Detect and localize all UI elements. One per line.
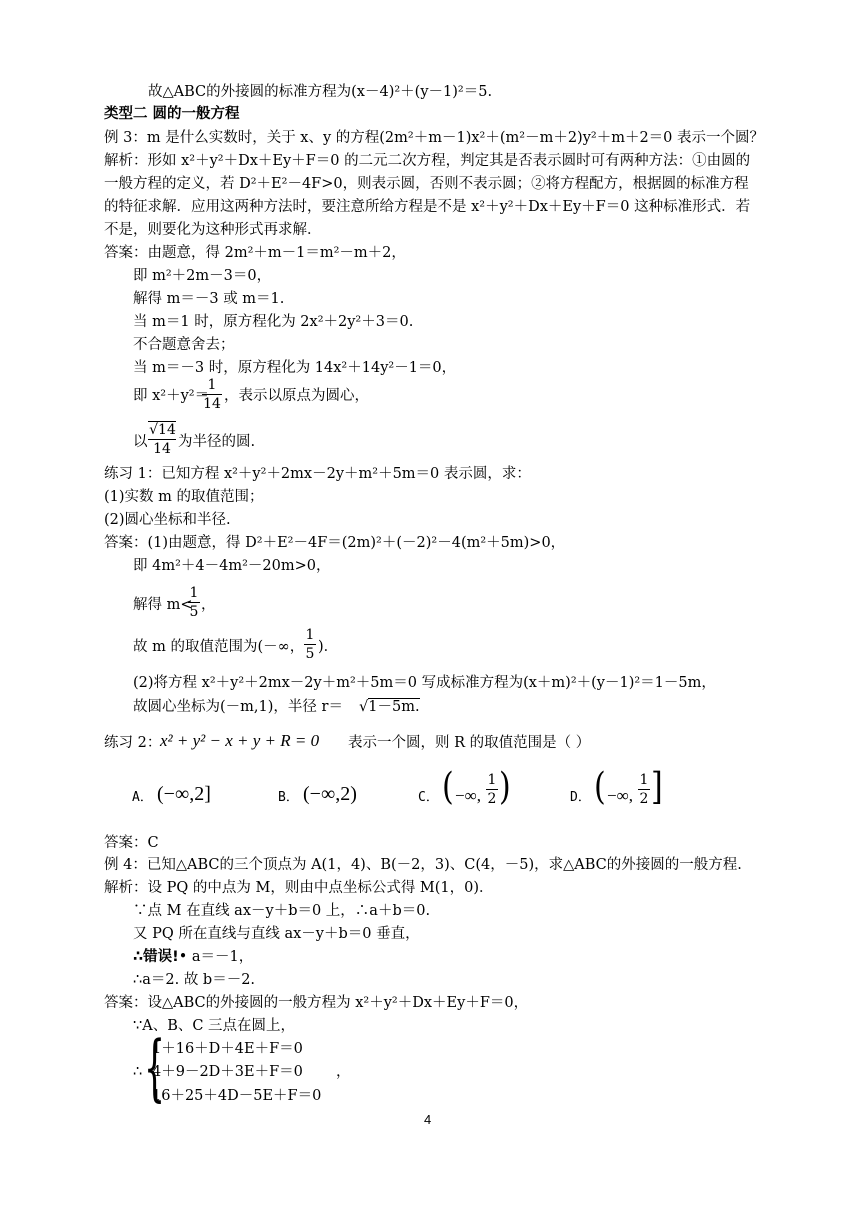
option-b-value: (−∞,2) bbox=[303, 783, 357, 805]
left-brace-icon: { bbox=[144, 1026, 166, 1110]
fraction-bar bbox=[486, 789, 498, 790]
therefore-icon: ∴ bbox=[133, 1064, 143, 1080]
practice-2-label: 练习 2： bbox=[104, 735, 162, 751]
fraction-1-2 bbox=[486, 772, 498, 807]
fraction-bar bbox=[188, 602, 200, 603]
answer-line: 即 m²＋2m－3＝0， bbox=[133, 268, 272, 284]
example-4: 例 4：已知△ABC的三个顶点为 A(1，4)、B(－2，3)、C(4，－5)，求△ABC的外接圆的一般方程. bbox=[104, 857, 742, 873]
analysis-line bbox=[133, 947, 253, 967]
system-equation: 1＋16＋D＋4E＋F＝0 bbox=[152, 1041, 303, 1057]
practice-1-part: (2)圆心坐标和半径. bbox=[104, 512, 231, 528]
fraction-numerator: 1 bbox=[207, 377, 217, 393]
answer-line: 答案：设△ABC的外接圆的一般方程为 x²＋y²＋Dx＋Ey＋F＝0， bbox=[104, 995, 529, 1011]
solution-line: ， bbox=[201, 597, 216, 613]
analysis-line: 一般方程的定义，若 D²＋E²－4F>0，则表示圆，否则不表示圆；②将方程配方，根据圆的标准方程 bbox=[104, 176, 749, 192]
solution-line: 解得 m< bbox=[133, 597, 193, 613]
practice-2-equation: x² + y² − x + y + R = 0 bbox=[160, 731, 320, 750]
analysis-line: 解析：设 PQ 的中点为 M，则由中点坐标公式得 M(1，0)． bbox=[104, 880, 494, 896]
fraction-1-2 bbox=[638, 772, 650, 807]
right-bracket-icon: ] bbox=[651, 765, 663, 809]
answer-line: 答案：由题意，得 2m²＋m－1＝m²－m＋2， bbox=[104, 245, 406, 261]
analysis-line: ∴a＝2. 故 b＝－2. bbox=[133, 972, 256, 988]
fraction-denominator: 5 bbox=[305, 646, 315, 662]
analysis-line: ∵点 M 在直线 ax－y＋b＝0 上，∴a＋b＝0. bbox=[133, 903, 431, 919]
sqrt-radicand: 1－5m. bbox=[368, 699, 420, 715]
answer-line: 不合题意舍去； bbox=[133, 337, 235, 353]
answer-line: 即 x²＋y²＝ bbox=[133, 388, 210, 404]
right-paren-icon: ) bbox=[499, 765, 511, 809]
analysis-line: 不是，则要化为这种形式再求解． bbox=[104, 222, 322, 238]
option-c-value: −∞, bbox=[455, 786, 481, 805]
solution-line: (2)将方程 x²＋y²＋2mx－2y＋m²＋5m＝0 写成标准方程为(x＋m)²＋(y－1)²＝1－5m， bbox=[133, 675, 716, 691]
answer-c: 答案：C bbox=[104, 835, 159, 851]
fraction-numerator: √14 bbox=[149, 422, 176, 438]
comma: ， bbox=[336, 1064, 351, 1080]
solution-line: 答案：(1)由题意，得 D²＋E²－4F＝(2m)²＋(－2)²－4(m²＋5m)>0， bbox=[104, 535, 566, 551]
option-d-value: −∞, bbox=[607, 786, 633, 805]
section-heading: 类型二 圆的一般方程 bbox=[104, 106, 240, 122]
fraction-denominator: 14 bbox=[153, 441, 171, 457]
fraction-denominator: 5 bbox=[189, 604, 199, 620]
fraction-1-5 bbox=[188, 585, 200, 620]
fraction-1-14 bbox=[202, 377, 222, 412]
option-b-label: B． bbox=[278, 790, 299, 805]
left-paren-icon: ( bbox=[594, 765, 606, 809]
system-equation: 4＋9－2D＋3E＋F＝0 bbox=[152, 1064, 303, 1080]
practice-1-part: (1)实数 m 的取值范围； bbox=[104, 489, 264, 505]
fraction-numerator: 1 bbox=[189, 585, 199, 601]
left-paren-icon: ( bbox=[442, 765, 454, 809]
fraction-1-5 bbox=[304, 627, 316, 662]
sqrt-radicand: 14 bbox=[158, 422, 176, 438]
answer-line: 以 bbox=[133, 434, 148, 450]
option-a-value: (−∞,2] bbox=[157, 783, 211, 805]
sqrt-expression bbox=[359, 697, 420, 717]
option-c-label: C． bbox=[418, 790, 439, 805]
sqrt-icon: √ bbox=[359, 699, 369, 715]
fraction-denominator: 2 bbox=[639, 791, 649, 807]
error-text: ∴错误! bbox=[133, 949, 179, 965]
practice-2-text: 表示一个圆，则 R 的取值范围是（ ） bbox=[348, 735, 591, 751]
fraction-sqrt14-14 bbox=[148, 421, 176, 457]
analysis-line: 解析：形如 x²＋y²＋Dx＋Ey＋F＝0 的二元二次方程，判定其是否表示圆时可有两种方法：①由圆的 bbox=[104, 153, 751, 169]
fraction-bar bbox=[202, 394, 222, 395]
fraction-numerator: 1 bbox=[305, 627, 315, 643]
page-number: 4 bbox=[424, 1112, 432, 1127]
answer-line: ，表示以原点为圆心， bbox=[224, 388, 369, 404]
analysis-line: 的特征求解．应用这两种方法时，要注意所给方程是不是 x²＋y²＋Dx＋Ey＋F＝0 这种标准形式．若 bbox=[104, 199, 751, 215]
fraction-bar bbox=[638, 789, 650, 790]
system-equation: 16＋25＋4D－5E＋F＝0 bbox=[152, 1088, 322, 1104]
example-3: 例 3：m 是什么实数时，关于 x、y 的方程(2m²＋m－1)x²＋(m²－m＋2)y²＋m＋2＝0 表示一个圆？ bbox=[104, 130, 765, 146]
option-a-label: A． bbox=[132, 790, 153, 805]
fraction-numerator: 1 bbox=[639, 772, 649, 788]
practice-1: 练习 1：已知方程 x²＋y²＋2mx－2y＋m²＋5m＝0 表示圆，求： bbox=[104, 466, 531, 482]
fraction-numerator: 1 bbox=[487, 772, 497, 788]
option-d-label: D． bbox=[570, 790, 591, 805]
fraction-bar bbox=[304, 644, 316, 645]
solution-line: )． bbox=[318, 639, 339, 655]
fraction-denominator: 14 bbox=[203, 396, 221, 412]
answer-line: 解得 m＝－3 或 m＝1. bbox=[133, 291, 285, 307]
error-continuation: • a＝－1， bbox=[178, 949, 254, 965]
solution-line: 故圆心坐标为(－m,1)，半径 r＝ bbox=[133, 699, 343, 715]
analysis-line: 又 PQ 所在直线与直线 ax－y＋b＝0 垂直， bbox=[133, 926, 420, 942]
text-line: 故△ABC的外接圆的标准方程为(x－4)²＋(y－1)²＝5. bbox=[148, 84, 493, 100]
solution-line: 即 4m²＋4－4m²－20m>0， bbox=[133, 558, 331, 574]
answer-line: 为半径的圆. bbox=[178, 434, 256, 450]
answer-line: 当 m＝1 时，原方程化为 2x²＋2y²＋3＝0. bbox=[133, 314, 414, 330]
solution-line: 故 m 的取值范围为(－∞， bbox=[133, 639, 305, 655]
answer-line: ∵A、B、C 三点在圆上， bbox=[133, 1018, 296, 1034]
fraction-denominator: 2 bbox=[487, 791, 497, 807]
fraction-bar bbox=[148, 439, 176, 440]
answer-line: 当 m＝－3 时，原方程化为 14x²＋14y²－1＝0， bbox=[133, 360, 457, 376]
